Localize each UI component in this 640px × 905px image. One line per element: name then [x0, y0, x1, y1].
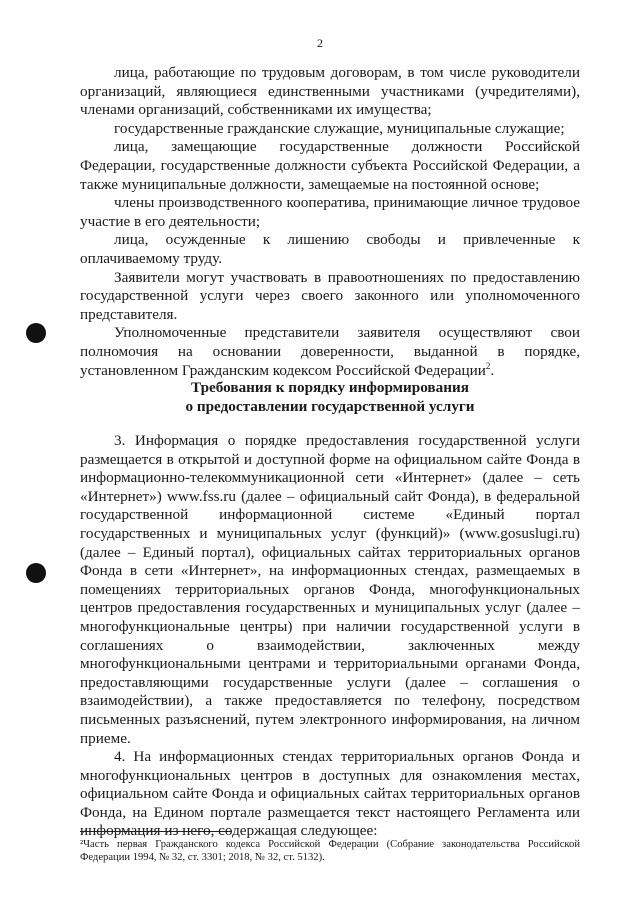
page-number: 2	[317, 36, 323, 50]
paragraph: лица, осужденные к лишению свободы и привлеченные к оплачиваемому труду.	[80, 231, 580, 267]
paragraph: лица, замещающие государственные должности Российской Федерации, государственные должности субъекта Российской Федерации, а также муниципальные должности, замещаемые на постоянной основе;	[80, 138, 580, 193]
paragraph: члены производственного кооператива, принимающие личное трудовое участие в его деятельности;	[80, 194, 580, 230]
paragraph-4: 4. На информационных стендах территориальных органов Фонда и многофункциональных центров в доступных для ознакомления местах, официальном сайте Фонда и официальных сайтах территориальных органов Фонда, на Едином портале размещается текст настоящего Регламента или информация из него, содержащая следующее:	[80, 748, 580, 840]
paragraph-representatives: Уполномоченные представители заявителя осуществляют свои полномочия на основании доверенности, выданной в порядке, установленном Гражданским кодексом Российской Федерации$^2$.	[80, 324, 580, 379]
paragraph: лица, работающие по трудовым договорам, в том числе руководители организаций, являющиеся единственными участниками (учредителями), членами организаций, собственниками их имущества;	[80, 64, 580, 119]
binder-hole	[26, 323, 46, 343]
applicants-list	[80, 64, 580, 380]
heading-line: Требования к порядку информирования	[191, 379, 469, 396]
paragraph-text: Уполномоченные представители заявителя осуществляют свои полномочия на основании доверенности, выданной в порядке, установленном Гражданским кодексом Российской Федерации	[80, 324, 580, 379]
footnote: ²Часть первая Гражданского кодекса Российской Федерации (Собрание законодательства Российской Федерации 1994, № 32, ст. 3301; 2018, № 32, ст. 5132).	[80, 839, 580, 864]
heading-line: о предоставлении государственной услуги	[185, 397, 475, 415]
binder-hole	[26, 563, 46, 583]
information-requirements	[80, 432, 580, 841]
paragraph: Заявители могут участвовать в правоотношениях по предоставлению государственной услуги через своего законного или уполномоченного представителя.	[80, 268, 580, 323]
footnote-marker: 2	[485, 360, 491, 371]
footnote-separator	[80, 831, 232, 832]
paragraph: государственные гражданские служащие, муниципальные служащие;	[114, 119, 565, 137]
section-heading	[80, 379, 580, 416]
paragraph-3: 3. Информация о порядке предоставления государственной услуги размещается в открытой и доступной форме на официальном сайте Фонда в информационно-телекоммуникационной сети «Интернет» (далее – сеть «Интернет») www.fss.ru (далее – официальный сайт Фонда), в федеральной государственной информационной системе «Единый портал государственных и муниципальных услуг (функций)» (www.gosuslugi.ru) (далее – Единый портал), официальных сайтах территориальных органов Фонда в сети «Интернет», на информационных стендах, размещаемых в помещениях территориальных органов Фонда, многофункциональных центров предоставления государственных и муниципальных услуг (далее – многофункциональные центры) при наличии государственной услуги в соглашениях о взаимодействии, заключенных между многофункциональными центрами и территориальными органами Фонда, предоставляющими государственные услуги (далее – соглашения о взаимодействии), а также предоставляется по телефону, посредством письменных разъяснений, путем электронного информирования, на личном приеме.	[80, 432, 580, 747]
